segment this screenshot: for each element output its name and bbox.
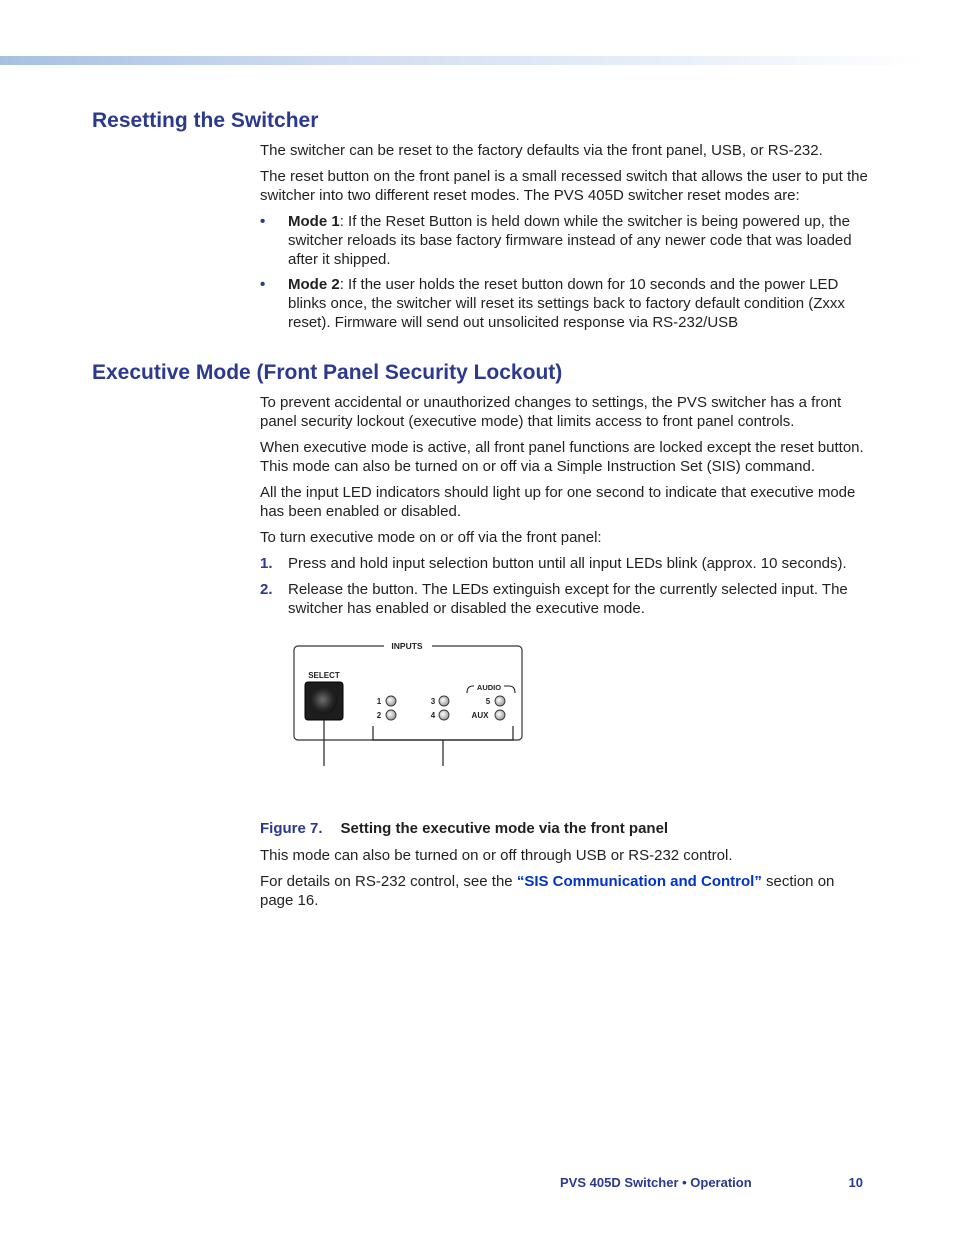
page-footer (560, 1175, 863, 1190)
led-4-icon (439, 710, 449, 720)
led-label-1: 1 (376, 697, 382, 706)
led-label-5: 5 (485, 697, 491, 706)
after-figure-paragraph-2 (260, 872, 870, 910)
mode-2-label: Mode 2 (288, 276, 340, 293)
bullet-marker: • (260, 276, 266, 293)
bullet-mode-1 (260, 212, 870, 269)
executive-section-body (260, 393, 870, 624)
select-label: SELECT (308, 671, 340, 680)
mode-1-text: : If the Reset Button is held down while the switcher is being powered up, the switcher reloads its base factory firmware instead of any newer code that was loaded after it shipped. (288, 213, 852, 268)
led-aux-icon (495, 710, 505, 720)
executive-paragraph-1: To prevent accidental or unauthorized changes to settings, the PVS switcher has a front panel security lockout (executive mode) that limits access to front panel controls. (260, 394, 842, 430)
header-band (0, 56, 930, 65)
bullet-mode-2 (260, 275, 870, 332)
sis-communication-link[interactable]: “SIS Communication and Control” (516, 873, 762, 890)
mode-2-text: : If the user holds the reset button down for 10 seconds and the power LED blinks once, the switcher will reset its settings back to factory default condition (Zxxx reset). Firmware will send out unsolicited response via RS-232/USB (288, 276, 845, 331)
executive-paragraph-3: All the input LED indicators should light up for one second to indicate that executive mode has been enabled or disabled. (260, 484, 856, 520)
led-3-icon (439, 696, 449, 706)
rs232-text-before: For details on RS-232 control, see the (260, 873, 517, 890)
after-figure-paragraph-1: This mode can also be turned on or off through USB or RS-232 control. (260, 847, 733, 864)
led-1-icon (386, 696, 396, 706)
figure-number: Figure 7. (260, 820, 323, 837)
page-number: 10 (848, 1175, 863, 1190)
heading-resetting: Resetting the Switcher (92, 109, 319, 132)
step-1-text: Press and hold input selection button until all input LEDs blink (approx. 10 seconds). (288, 555, 847, 572)
leds-callout-bracket (373, 726, 513, 740)
step-1 (260, 554, 870, 573)
led-label-aux: AUX (471, 711, 489, 720)
led-label-3: 3 (430, 697, 436, 706)
bullet-marker: • (260, 213, 266, 230)
led-label-2: 2 (376, 711, 382, 720)
reset-section-body (260, 141, 870, 338)
led-label-4: 4 (430, 711, 436, 720)
figure-title: Setting the executive mode via the front panel (340, 820, 669, 837)
inputs-label: INPUTS (391, 641, 423, 651)
step-2-text: Release the button. The LEDs extinguish except for the currently selected input. The switcher has enabled or disabled the executive mode. (288, 581, 848, 617)
figure-caption (260, 819, 668, 838)
reset-paragraph-1: The switcher can be reset to the factory defaults via the front panel, USB, or RS-232. (260, 142, 823, 159)
after-figure-body (260, 846, 870, 917)
led-2-icon (386, 710, 396, 720)
step-1-number: 1. (260, 555, 273, 572)
led-5-icon (495, 696, 505, 706)
front-panel-diagram (280, 636, 540, 771)
audio-label: AUDIO (476, 683, 502, 692)
mode-1-label: Mode 1 (288, 213, 340, 230)
executive-paragraph-4: To turn executive mode on or off via the front panel: (260, 529, 602, 546)
rs232-text-after: section on page 16. (260, 873, 835, 909)
step-2-number: 2. (260, 581, 273, 598)
step-2 (260, 580, 870, 618)
select-button-icon (311, 688, 337, 714)
footer-title: PVS 405D Switcher • Operation (560, 1175, 752, 1190)
executive-paragraph-2: When executive mode is active, all front panel functions are locked except the reset button. This mode can also be turned on or off via a Simple Instruction Set (SIS) command. (260, 439, 864, 475)
heading-executive-mode: Executive Mode (Front Panel Security Lockout) (92, 361, 563, 384)
reset-paragraph-2: The reset button on the front panel is a small recessed switch that allows the user to put the switcher into two different reset modes. The PVS 405D switcher reset modes are: (260, 168, 868, 204)
